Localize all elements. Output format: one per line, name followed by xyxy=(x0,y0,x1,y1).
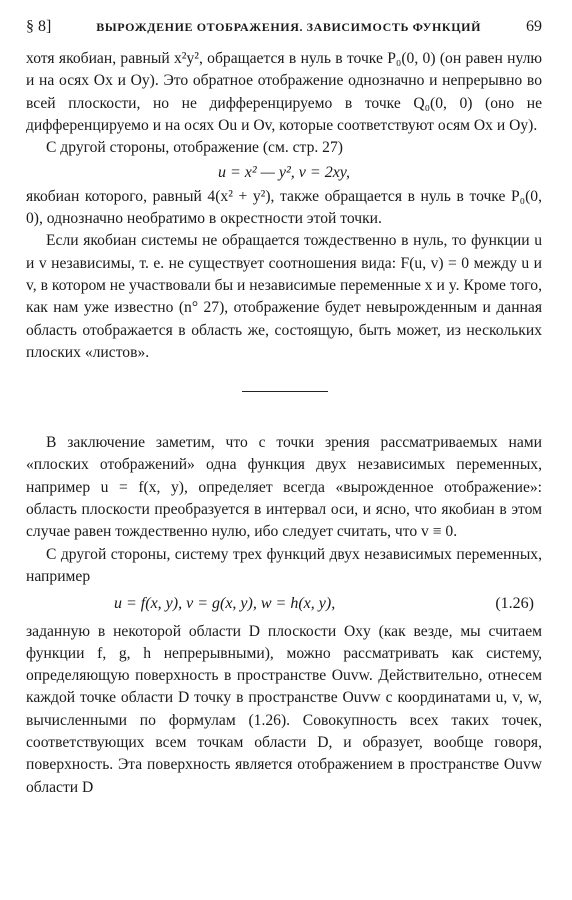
running-header xyxy=(26,18,542,36)
paragraph-1: хотя якобиан, равный x²y², обращается в нуль в точке P₀(0, 0) (он равен нулю и на осях Ox и Oy). Это обратное отображение однозначно и непрерывно во всей плоскости, но не дифференцируемо в точке Q₀(0, 0) (оно не дифференцируемо и на осях Ou и Ov, которые соответствуют осям Ox и Oy). xyxy=(26,50,542,134)
section-number: § 8] xyxy=(26,18,52,35)
equation-1-26 xyxy=(26,593,542,615)
paragraph-3: якобиан которого, равный 4(x² + y²), также обращается в нуль в точке P₀(0, 0), однозначно необратимо в окрестности этой точки. xyxy=(26,187,542,228)
formula-mapping: u = x² — y², v = 2xy, xyxy=(217,164,351,182)
running-title: ВЫРОЖДЕНИЕ ОТОБРАЖЕНИЯ. ЗАВИСИМОСТЬ ФУНКЦИЙ xyxy=(96,20,482,34)
page-number: 69 xyxy=(525,18,542,35)
equation-number: (1.26) xyxy=(495,595,534,613)
equation-body: u = f(x, y), v = g(x, y), w = h(x, y), xyxy=(114,595,336,613)
paragraph-6: С другой стороны, систему трех функций двух независимых переменных, например xyxy=(26,545,542,585)
divider-line xyxy=(242,391,328,392)
section-divider xyxy=(26,382,542,402)
paragraph-4: Если якобиан системы не обращается тождественно в нуль, то функции u и v независимы, т. е. не существует соотношения вида: F(u, v) = 0 между u и v, в котором не участвовали бы и независимые переменные x и y. Кроме того, как нам уже известно (n° 27), отображение будет невырожденным и данная область отображается в область же, состоящую, быть может, из нескольких плоских «листов». xyxy=(26,232,542,361)
paragraph-7: заданную в некоторой области D плоскости Oxy (как везде, мы считаем функции f, g, h непрерывными), можно рассматривать как систему, определяющую поверхность в пространстве Ouvw. Действительно, отнесем каждой точке области D точку в пространстве Ouvw с координатами u, v, w, вычисленными по формулам (1.26). Совокупность всех таких точек, соответствующих всем точкам области D, и образует, вообще говоря, поверхность. Эта поверхность является отображением в пространстве Ouvw области D xyxy=(26,622,542,796)
paragraph-5: В заключение заметим, что с точки зрения рассматриваемых нами «плоских отображений» одна функция двух независимых переменных, например u = f(x, y), определяет всегда «вырожденное отображение»: область плоскости преобразуется в интервал оси, и ясно, что якобиан в этом случае равен тождественно нулю, ибо следует считать, что v ≡ 0. xyxy=(26,434,542,541)
book-page xyxy=(26,18,542,799)
paragraph-2: С другой стороны, отображение (см. стр. 27) xyxy=(46,139,343,157)
